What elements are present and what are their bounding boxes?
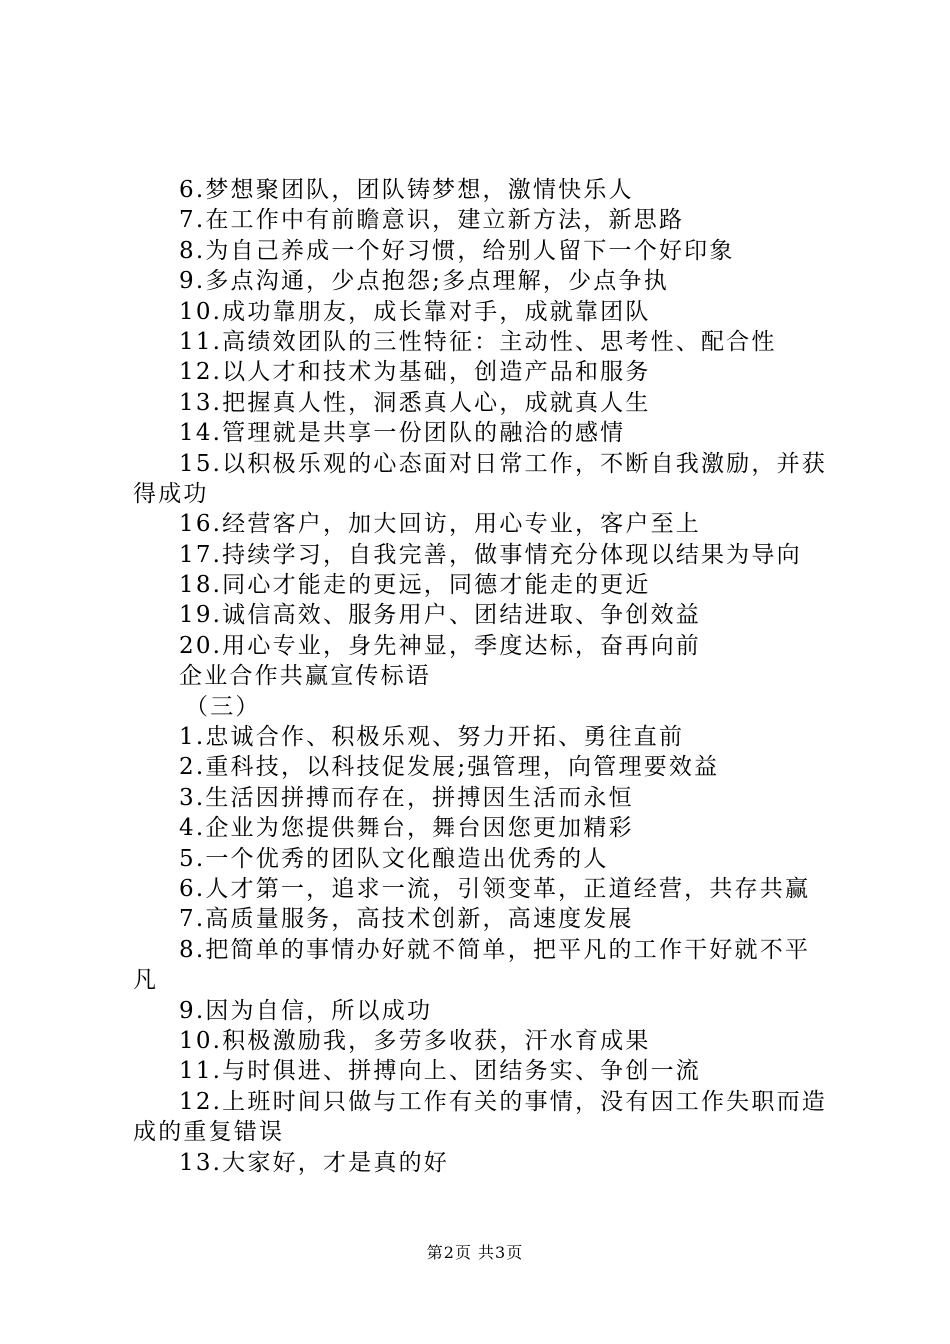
slogan-line: 17.持续学习，自我完善，做事情充分体现以结果为导向 [179,541,802,568]
slogan-line-wrapped-start: 12.上班时间只做与工作有关的事情，没有因工作失职而造 [179,1088,827,1115]
slogan-line: 6.人才第一，追求一流，引领变革，正道经营，共存共赢 [179,875,811,902]
slogan-line-wrapped-start: 8.把简单的事情办好就不简单，把平凡的工作干好就不平 [179,936,811,963]
slogan-line: 4.企业为您提供舞台，舞台因您更加精彩 [179,815,634,842]
slogan-line: 5.一个优秀的团队文化酿造出优秀的人 [179,845,609,872]
slogan-line: 13.把握真人性，洞悉真人心，成就真人生 [179,389,651,416]
slogan-line: 18.同心才能走的更远，同德才能走的更近 [179,572,651,599]
slogan-line: 2.重科技，以科技促发展;强管理，向管理要效益 [179,754,720,781]
slogan-line: 7.在工作中有前瞻意识，建立新方法，新思路 [179,207,685,234]
slogan-line: 9.多点沟通，少点抱怨;多点理解，少点争执 [179,268,669,295]
section-title: 企业合作共赢宣传标语 [179,663,431,690]
slogan-line-wrapped-end: 成的重复错误 [133,1119,285,1146]
slogan-line-wrapped-end: 得成功 [133,480,209,507]
section-number: （三） [185,693,261,720]
document-body [133,175,838,1178]
slogan-line-wrapped-start: 15.以积极乐观的心态面对日常工作，不断自我激励，并获 [179,450,827,477]
slogan-line: 16.经营客户，加大回访，用心专业，客户至上 [179,511,701,538]
slogan-line: 3.生活因拼搏而存在，拼搏因生活而永恒 [179,784,634,811]
slogan-line-wrapped-end: 凡 [133,967,159,994]
slogan-line: 19.诚信高效、服务用户、团结进取、争创效益 [179,602,701,629]
slogan-line: 8.为自己养成一个好习惯，给别人留下一个好印象 [179,237,735,264]
slogan-line: 7.高质量服务，高技术创新，高速度发展 [179,906,634,933]
slogan-line: 6.梦想聚团队，团队铸梦想，激情快乐人 [179,177,634,203]
slogan-line: 13.大家好，才是真的好 [179,1149,449,1176]
slogan-line: 20.用心专业，身先神显，季度达标，奋再向前 [179,632,701,659]
slogan-line: 10.成功靠朋友，成长靠对手，成就靠团队 [179,298,651,325]
page-footer: 第2页 共3页 [426,1243,524,1262]
slogan-line: 10.积极激励我，多劳多收获，汗水育成果 [179,1027,651,1054]
slogan-line: 11.高绩效团队的三性特征：主动性、思考性、配合性 [179,328,777,355]
slogan-line: 9.因为自信，所以成功 [179,997,433,1024]
slogan-line: 12.以人才和技术为基础，创造产品和服务 [179,359,651,386]
slogan-line: 1.忠诚合作、积极乐观、努力开拓、勇往直前 [179,724,685,751]
slogan-line: 14.管理就是共享一份团队的融洽的感情 [179,420,626,447]
slogan-line: 11.与时俱进、拼搏向上、团结务实、争创一流 [179,1058,701,1085]
